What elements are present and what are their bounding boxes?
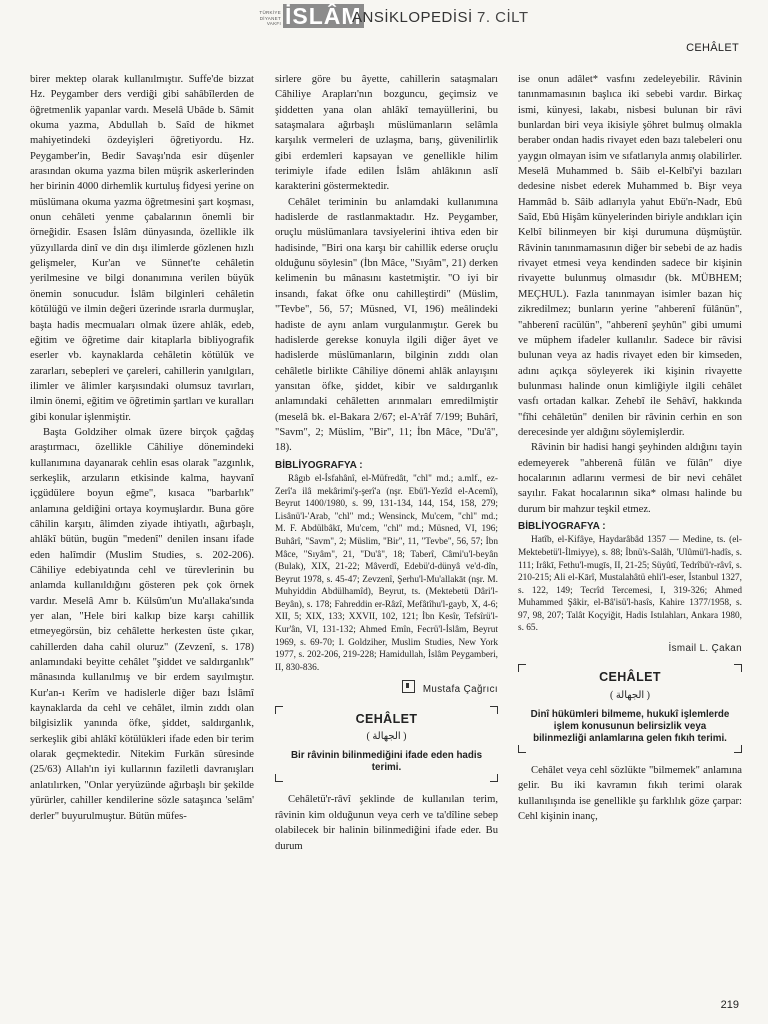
paragraph: Başta Goldziher olmak üzere birçok çağdaş araştırmacı, özellikle Câhiliye dönemindeki kullanımına dayanarak cehlin esas olarak "azgınlık, serkeşlik, arzuların etkisinde kalma, hayvanî içgüdülere boyun eğme", kısaca "barbarlık" anlamına geldiğini ortaya koymuşlardır. Buna göre câhilin karşıtı, âlimden ziyade ihtiyatlı, ağırbaşlı, ahlâkî bütün, bugün "medenî" denilen insanı ifade eden halîmdir (Muslim Studies, s. 202-206). Câhiliye edebiyatında cehl ve türevlerinin bu anlamda kullanıldığını gösteren pek çok örnek vardır. Meselâ Amr b. Külsûm'un Mu'allaka'sında yer alan, "Hele biri kalkıp bize karşı cahillik etmeyegörsün, biz cehâlette herkesten üste çıkar, cahillerden daha cahil oluruz" (Zevzenî, s. 178) anlamındaki beyitte cehâlet "şiddet ve saldırganlık" mânasında kullanılmış ve bir erdem sayılmıştır. Kur'an-ı Kerîm ve hadislerle diğer bazı İslâmî kaynaklarda da cehl ve cehâlet, ilmin zıddı olan bilgisizlik yanında öfke, şiddet, saldırganlık, serkeşlik gibi ahlâkî kötülükleri ifade eden bir terim olarak geçmektedir. Nitekim Furkān sûresinde (25/63) Allah'ın iyi kullarının faziletli davranışları anlatılırken, "Onlar yeryüzünde ağırbaşlı bir şekilde yürürler, cahiller kendilerine sözle sataşınca 'selâm' derler" buyurulmuştur. Bütün müfes- (30, 426, 254, 822)
islam-logo: İSLÂM (285, 3, 362, 29)
entry-header-box (518, 664, 742, 753)
entry-header-box (275, 706, 498, 783)
entry-arabic-title: ( الجهالة ) (609, 689, 651, 701)
paragraph: sirlere göre bu âyette, cahillerin sataşmaları Câhiliye Arapları'nın bozguncu, geçimsiz ve şiddetten yana olan ahlâkî temayüllerini, bu sataşmalara ağırbaşlı müslümanların selâmla karşılık vermeleri de uzlaşma, barış, güvenilirlik gibi erdemleri kapsayan ve genellikle hilim terimiyle ifade edilen İslâm ahlâkının aslî karakterini göstermektedir. (275, 74, 498, 193)
column-1 (30, 72, 254, 824)
author-signature (275, 680, 498, 697)
paragraph: Cehâletü'r-râvî şeklinde de kullanılan terim, râvinin kim olduğunun veya cerh ve ta'dîline sebep olabilecek bir halinin bilinmediğini ifade eder. Bu durum (275, 794, 498, 852)
author-mark-icon (402, 680, 415, 693)
masthead (0, 3, 768, 32)
entry-arabic-title: ( الجهالة ) (366, 731, 407, 743)
bibliography-heading: BİBLİYOGRAFYA : (275, 459, 363, 471)
encyclopedia-title: ANSİKLOPEDİSİ (352, 9, 473, 26)
paragraph: ise onun adâlet* vasfını zedeleyebilir. Râvinin tanınmamasının başlıca iki sebebi vardır. Birkaç ismi, künyesi, lakabı, nisbesi bulunan bir râvi bunlardan biri veya ikisiyle şöhret bulmuş olmakla beraber ondan hadis rivayet eden bazı talebeleri onu yaygın olmayan isim ve sıfatlarıyla anmış olabilirler. Meselâ Muhammed b. Sâib el-Kelbî'yi bazıları dedesine nisbet ederek Muhammed b. Bişr veya Hammâd b. Sâib adlarıyla yahut Ebü'n-Nadr, Ebû Saîd, Ebû Hişâm künyelerinden biriyle andıkları için Kelbî bilinmeyen bir kişi durumuna düşmüştür. Râvinin tanınmamasının diğer bir sebebi de az hadis rivayet etmesi veya kendinden sadece bir kişinin rivayette bulunmuş olmasıdır (bk. MÜBHEM; MEÇHUL). Fazla tanınmayan isimler bazan hiç zikredilmez; bunların yerine "ahberenî fülânün", "ahberenî racülün", "ahberenî şeyhûn" gibi umumi ve müphem ifadeler kullanılır. Sadece bir râvisi bulunan veya az hadis rivayet eden bir kimseden, adını açıkça söyleyerek iki kişinin rivayette bulunması halinde onun kimliğiyle ilgili cehâlet vasfı ortadan kalkar. Zehebî ile Sehâvî, hakkında "fîhi cehâletün" denilen bir râvinin cerhin en son derecesinde yer aldığını söylemişlerdir. (518, 74, 742, 438)
volume-label: 7. CİLT (477, 9, 529, 26)
entry-definition: Dinî hükümleri bilmeme, hukukî işlemlerde işlem konusunun belirsizlik veya bilinmezliği anlamlarına gelen fıkıh terimi. (530, 709, 730, 745)
author-name: İsmail L. Çakan (668, 643, 742, 655)
column-3 (518, 72, 742, 824)
entry-title: CEHÂLET (599, 670, 661, 685)
bibliography-heading: BİBLİYOGRAFYA : (518, 520, 606, 532)
running-head: CEHÂLET (686, 42, 739, 54)
bibliography: Hatîb, el-Kifâye, Haydarâbâd 1357 — Medine, ts. (el-Mektebetü'l-İlmiyye), s. 88; İbnü's-Salâh, 'Ulûmü'l-hadîs, s. 111; Irâkī, Fethu'l-mugīs, II, 21-25; Süyûtî, Tedrîbü'r-râvî, s. 210-215; Ali el-Kārî, Mustalahâtü ehli'l-eser, İstanbul 1327, s. 122, 149; Tecrîd Tercemesi, I, 319-326; Ahmed Muhammed Şâkir, el-Bâ'isü'l-hasîs, Kahire 1377/1958, s. 97, 98, 207; Talât Koçyiğit, Hadis Istılahları, Ankara 1980, s. 65. (518, 535, 742, 634)
bibliography: Râgıb el-İsfahânî, el-Müfredât, "chl" md.; a.mlf., ez-Zerî'a ilâ mekârimi'ş-şerî'a (nşr. Ebü'l-Yezîd el-Acemî), Beyrut 1400/1980, s. 99, 131-134, 144, 154, 158, 279; Lisânü'l-'Arab, "chl" md.; Wensinck, Mu'cem, "chl" md.; M. F. Abdülbâkī, Mu'cem, "chl" md.; Müsned, VI, 196; Buhârî, "Savm", 2; Müslim, "Bir", 11, "Tevbe", 56, 57; İbn Mâce, "Sıyâm", 21, "Du'â", 18; Taberî, Câmi'u'l-beyân (Bulak), XIX, 21-22; Mâverdî, Edebü'd-dünyâ ve'd-dîn, Beyrut 1978, s. 45-47; Zevzenî, Şerhu'l-Mu'allakāt (nşr. M. Muhyiddin Abdülhamîd), Beyrut, ts. (Mektebetü Dâri'l-Beyân), s. 178; Fahreddin er-Râzî, Mefâtîhu'l-gayb, X, 4-6; XII, 5; XIX, 133; XXVII, 102, 121; İbn Kesîr, Tefsîrü'l-Kur'ân, VI, 131-132; Ahmed Emîn, Fecrü'l-İslâm, Beyrut 1969, s. 69-70; I. Goldziher, Muslim Studies, New York 1977, s. 202-206, 219-228; Hamidullah, İslâm Peygamberi, II, 830-836. (275, 473, 498, 673)
author-signature (518, 641, 742, 656)
entry-title: CEHÂLET (355, 711, 418, 726)
column-2 (275, 72, 498, 854)
paragraph: birer mektep olarak kullanılmıştır. Suffe'de bizzat Hz. Peygamber ders verdiği gibi sahâbîlerden de öğretmenlik yapanlar vardı. Meselâ Ubâde b. Sâmit okuma yazma, Abdullah b. Saîd de hikmet mahiyetindeki özdeyişleri öğretiyordu. Hz. Peygamber'in, Bedir Savaşı'nda esir düşenler arasından okuma yazma bilen müşrik askerlerinden her birinin 4000 dirhemlik kurtuluş fidyesi yerine on müslümana okuma yazma öğretmesini şart koşması, onun cehâleti yenme çabalarının önemli bir örneğidir. Esasen İslâm dünyasında, özellikle ilk yüzyıllarda dinî ve din dışı ilimlerde gözlenen hızlı gelişmeler, Kur'an ve Sünnet'te cehâletin yerilmesine ve bilgi donanımına verilen büyük önemin sonucudur. İslâm bilginleri cehâletin kötülüğü ve ilmin değeri üzerinde ısrarla durmuşlar, başta hadis mecmuaları olmak üzere ahlâk, edeb, eğitim ve öğretime dair kitaplarla bibliyografik eserler vb. kaynaklarda cehâletin kötülük ve zararları, sebepleri ve çareleri, cahillerin yanılgıları, ilimler ve âlimler karşısındaki olumsuz tavırları, ilmin önemi, eğitim ve öğretimin şartları ve kuralları gibi konular işlenmiştir. (30, 74, 254, 423)
author-name: Mustafa Çağrıcı (422, 684, 498, 696)
publisher-tag: TÜRKİYE DİYANET VAKFI (259, 10, 281, 26)
paragraph: Râvinin bir hadisi hangi şeyhinden aldığını tayin edemeyerek "ahberenâ fülân ve fülân" diye hocalarının adlarını vermesi de bir nevi cehâlet sayılır. Fakat hocalarının sika* olması halinde bu durum bir mahzur teşkil etmez. (518, 442, 742, 515)
paragraph: Cehâlet teriminin bu anlamdaki kullanımına hadislerde de rastlanmaktadır. Hz. Peygamber, oruçlu müslümanlara tavsiyelerini ihtiva eden bir hadisinde, "Biri ona karşı bir cahillik ederse oruçlu olduğunu söylesin" (İbn Mâce, "Sıyâm", 21) derken kelimenin bu mânasını kastetmiştir. "O iyi bir insandı, fakat öfke onu cahilleştirdi" (Müslim, "Tevbe", 56, 57; Müsned, VI, 196) meâlindeki hadiste de aynı anlam vurgulanmıştır. Gerek bu hadislerde gerekse konuyla ilgili diğer âyet ve hadislerde müslümanların, bilginin zıddı olan cehâletle birlikte Câhiliye dönemi ahlâk anlayışını yansıtan öfke, şiddet, kibir ve saldırganlık anlamındaki cehâletten arınmaları emredilmiştir (meselâ bk. el-Bakara 2/67; el-A'râf 7/199; Buhârî, "Savm", 2; Müslim, "Bir", 11; İbn Mâce, "Du'â", 18). (275, 196, 498, 454)
paragraph: Cehâlet veya cehl sözlükte "bilmemek" anlamına gelir. Bu iki kavramın fıkıh terimi olarak kullanılışında ise genellikle şu farklılık göze çarpar: Cehl kişinin inanç, (518, 765, 742, 823)
entry-definition: Bir râvinin bilinmediğini ifade eden hadis terimi. (290, 750, 483, 774)
page-number: 219 (720, 999, 739, 1011)
